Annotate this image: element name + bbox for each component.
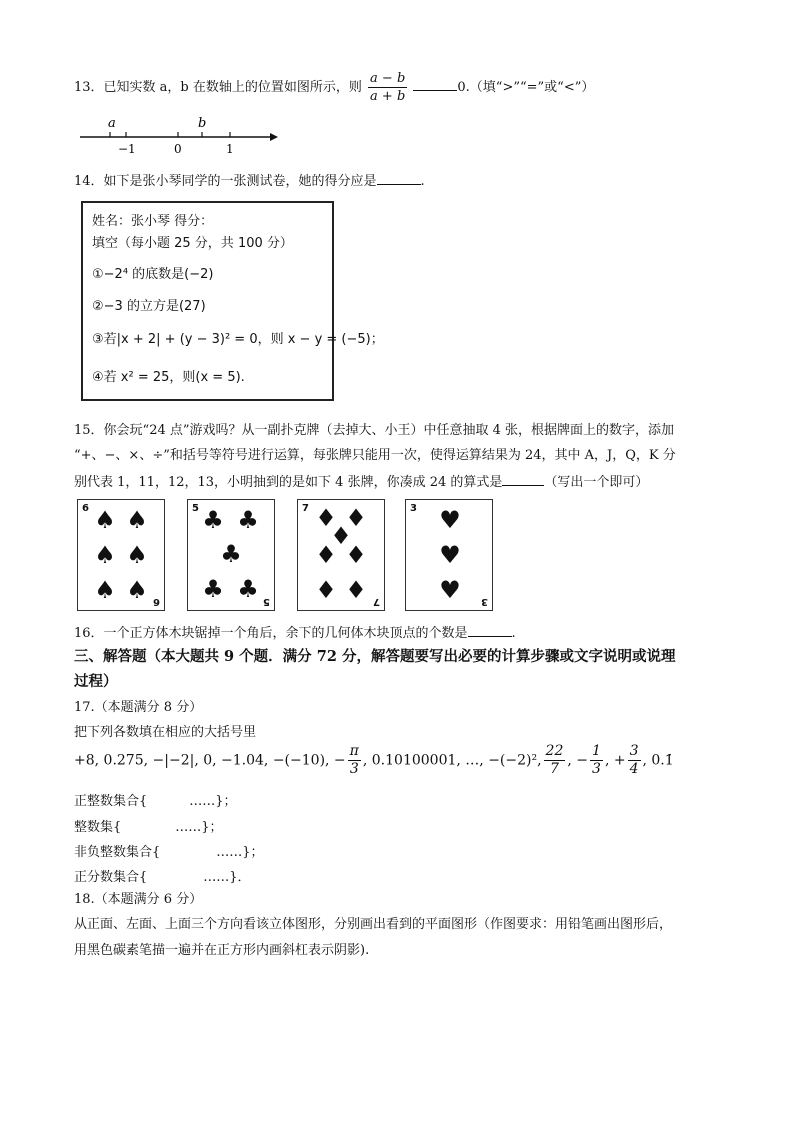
card-rank-bottom: 5 bbox=[263, 596, 270, 607]
set-end: ……}． bbox=[203, 870, 251, 885]
card-rank-top: 5 bbox=[192, 503, 199, 514]
paper-item-2: ②−3 的立方是(27) bbox=[92, 299, 206, 314]
frac-denominator: 4 bbox=[629, 761, 639, 777]
q13-fraction bbox=[368, 70, 407, 105]
numberline-label-b: b bbox=[198, 116, 207, 131]
club-icon: ♣ bbox=[237, 575, 259, 603]
q15-line-2: “+、−、×、÷”和括号等符号进行运算，每张牌只能用一次，使得运算结果为 24，其中 A，J，Q，K 分 bbox=[74, 448, 676, 463]
diamond-icon: ♦ bbox=[315, 576, 337, 604]
card-three-of-hearts bbox=[405, 499, 493, 611]
frac-22-over-7 bbox=[544, 743, 566, 778]
spade-icon: ♠ bbox=[126, 541, 148, 569]
set-positive-integers[interactable] bbox=[74, 790, 237, 809]
q17-instruction: 把下列各数填在相应的大括号里 bbox=[74, 725, 257, 740]
card-rank-top: 7 bbox=[302, 503, 309, 514]
numbers-part-5: , 0.1̇ bbox=[642, 752, 674, 769]
heart-icon: ♥ bbox=[439, 576, 461, 604]
spade-icon: ♠ bbox=[94, 506, 116, 534]
club-icon: ♣ bbox=[202, 506, 224, 534]
club-icon: ♣ bbox=[202, 575, 224, 603]
q13-text: 13．已知实数 a，b 在数轴上的位置如图所示，则 bbox=[74, 80, 362, 95]
card-six-of-spades bbox=[77, 499, 165, 611]
q18-line-1: 从正面、左面、上面三个方向看该立体图形，分别画出看到的平面图形（作图要求：用铅笔画出图形后， bbox=[74, 917, 673, 932]
set-end: ……}； bbox=[189, 794, 237, 809]
numbers-part-2: , 0.10100001, …, −(−2)², bbox=[362, 752, 542, 769]
frac-denominator: 7 bbox=[550, 761, 559, 777]
card-five-of-clubs bbox=[187, 499, 275, 611]
diamond-icon: ♦ bbox=[345, 504, 367, 532]
q13-number-line bbox=[78, 112, 278, 158]
set-label: 正分数集合{ bbox=[74, 870, 148, 885]
set-end: ……}； bbox=[216, 845, 264, 860]
q17-number-list bbox=[74, 743, 674, 778]
frac-denominator: 3 bbox=[592, 761, 601, 777]
q17-header: 17.（本题满分 8 分） bbox=[74, 700, 203, 715]
q16-text: 16．一个正方体木块锯掉一个角后，余下的几何体木块顶点的个数是 bbox=[74, 626, 468, 641]
diamond-icon: ♦ bbox=[330, 522, 352, 550]
frac-numerator: 22 bbox=[545, 743, 564, 759]
numberline-tick-minus1: −1 bbox=[118, 142, 136, 156]
q15-line-3-end: （写出一个即可） bbox=[544, 475, 649, 490]
diamond-icon: ♦ bbox=[345, 541, 367, 569]
card-rank-top: 6 bbox=[82, 503, 89, 514]
frac-1-over-3 bbox=[590, 743, 603, 778]
paper-name-line: 姓名：张小琴 得分： bbox=[92, 214, 214, 229]
frac-denominator: 3 bbox=[349, 761, 359, 777]
section-3-heading-line-2: 过程） bbox=[74, 673, 118, 690]
spade-icon: ♠ bbox=[94, 541, 116, 569]
set-label: 整数集{ bbox=[74, 820, 122, 835]
q16-answer-blank[interactable] bbox=[468, 622, 512, 637]
card-rank-top: 3 bbox=[410, 503, 417, 514]
q14-text: 14．如下是张小琴同学的一张测试卷，她的得分应是 bbox=[74, 174, 377, 189]
paper-item-4: ④若 x² = 25，则(x = 5). bbox=[92, 370, 245, 385]
frac-numerator: 1 bbox=[592, 743, 601, 759]
q18-header: 18.（本题满分 6 分） bbox=[74, 892, 203, 907]
set-label: 正整数集合{ bbox=[74, 794, 148, 809]
club-icon: ♣ bbox=[237, 506, 259, 534]
diamond-icon: ♦ bbox=[315, 504, 337, 532]
q13-fraction-numerator: a − b bbox=[370, 71, 406, 86]
card-seven-of-diamonds bbox=[297, 499, 385, 611]
numberline-label-a: a bbox=[108, 116, 116, 131]
card-rank-bottom: 7 bbox=[373, 596, 380, 607]
q18-line-2: 用黑色碳素笔描一遍并在正方形内画斜杠表示阴影). bbox=[74, 943, 370, 958]
test-paper-image bbox=[81, 201, 384, 401]
spade-icon: ♠ bbox=[126, 576, 148, 604]
numberline-tick-1: 1 bbox=[226, 142, 234, 156]
q13-answer-blank[interactable] bbox=[413, 76, 457, 91]
set-label: 非负整数集合{ bbox=[74, 845, 161, 860]
set-nonnegative-integers[interactable] bbox=[74, 841, 264, 860]
numbers-part-3: , − bbox=[567, 752, 589, 769]
q16-text-end: . bbox=[511, 626, 516, 641]
spade-icon: ♠ bbox=[126, 506, 148, 534]
q15-line-3 bbox=[74, 471, 648, 493]
section-3-heading-line-1: 三、解答题（本大题共 9 个题．满分 72 分，解答题要写出必要的计算步骤或文字说明或说理 bbox=[74, 648, 676, 665]
diamond-icon: ♦ bbox=[315, 541, 337, 569]
q13-fraction-denominator: a + b bbox=[370, 89, 406, 104]
q13-line bbox=[74, 70, 594, 105]
frac-3-over-4 bbox=[628, 743, 641, 778]
q15-line-1: 15．你会玩“24 点”游戏吗？从一副扑克牌（去掉大、小王）中任意抽取 4 张，根据牌面上的数字，添加 bbox=[74, 423, 675, 438]
numbers-part-4: , + bbox=[604, 752, 626, 769]
q15-answer-blank[interactable] bbox=[502, 471, 544, 486]
frac-numerator: π bbox=[349, 743, 359, 759]
paper-instructions: 填空（每小题 25 分，共 100 分） bbox=[92, 236, 293, 251]
spade-icon: ♠ bbox=[94, 576, 116, 604]
paper-item-3: ③若|x + 2| + (y − 3)² = 0，则 x − y = (−5)； bbox=[92, 332, 384, 347]
q14-text-end: . bbox=[420, 174, 425, 189]
q16-line bbox=[74, 622, 516, 644]
card-rank-bottom: 3 bbox=[481, 596, 488, 607]
set-positive-fractions[interactable] bbox=[74, 866, 251, 885]
card-rank-bottom: 6 bbox=[153, 596, 160, 607]
diamond-icon: ♦ bbox=[345, 576, 367, 604]
set-end: ……}； bbox=[175, 820, 223, 835]
set-integers[interactable] bbox=[74, 816, 223, 835]
q15-line-3-text: 别代表 1，11，12，13，小明抽到的是如下 4 张牌，你凑成 24 的算式是 bbox=[74, 475, 503, 490]
numbers-part-1: +8, 0.275, −|−2|, 0, −1.04, −(−10), − bbox=[74, 752, 346, 769]
paper-item-1: ①−2⁴ 的底数是(−2) bbox=[92, 267, 214, 282]
q13-text-end: 0.（填“>”“=”或“<”） bbox=[457, 80, 595, 95]
heart-icon: ♥ bbox=[439, 506, 461, 534]
frac-numerator: 3 bbox=[629, 743, 639, 759]
frac-pi-over-3 bbox=[348, 743, 361, 778]
heart-icon: ♥ bbox=[439, 541, 461, 569]
q14-answer-blank[interactable] bbox=[377, 170, 421, 185]
q14-line bbox=[74, 170, 425, 192]
club-icon: ♣ bbox=[220, 540, 242, 568]
numberline-tick-0: 0 bbox=[174, 142, 182, 156]
